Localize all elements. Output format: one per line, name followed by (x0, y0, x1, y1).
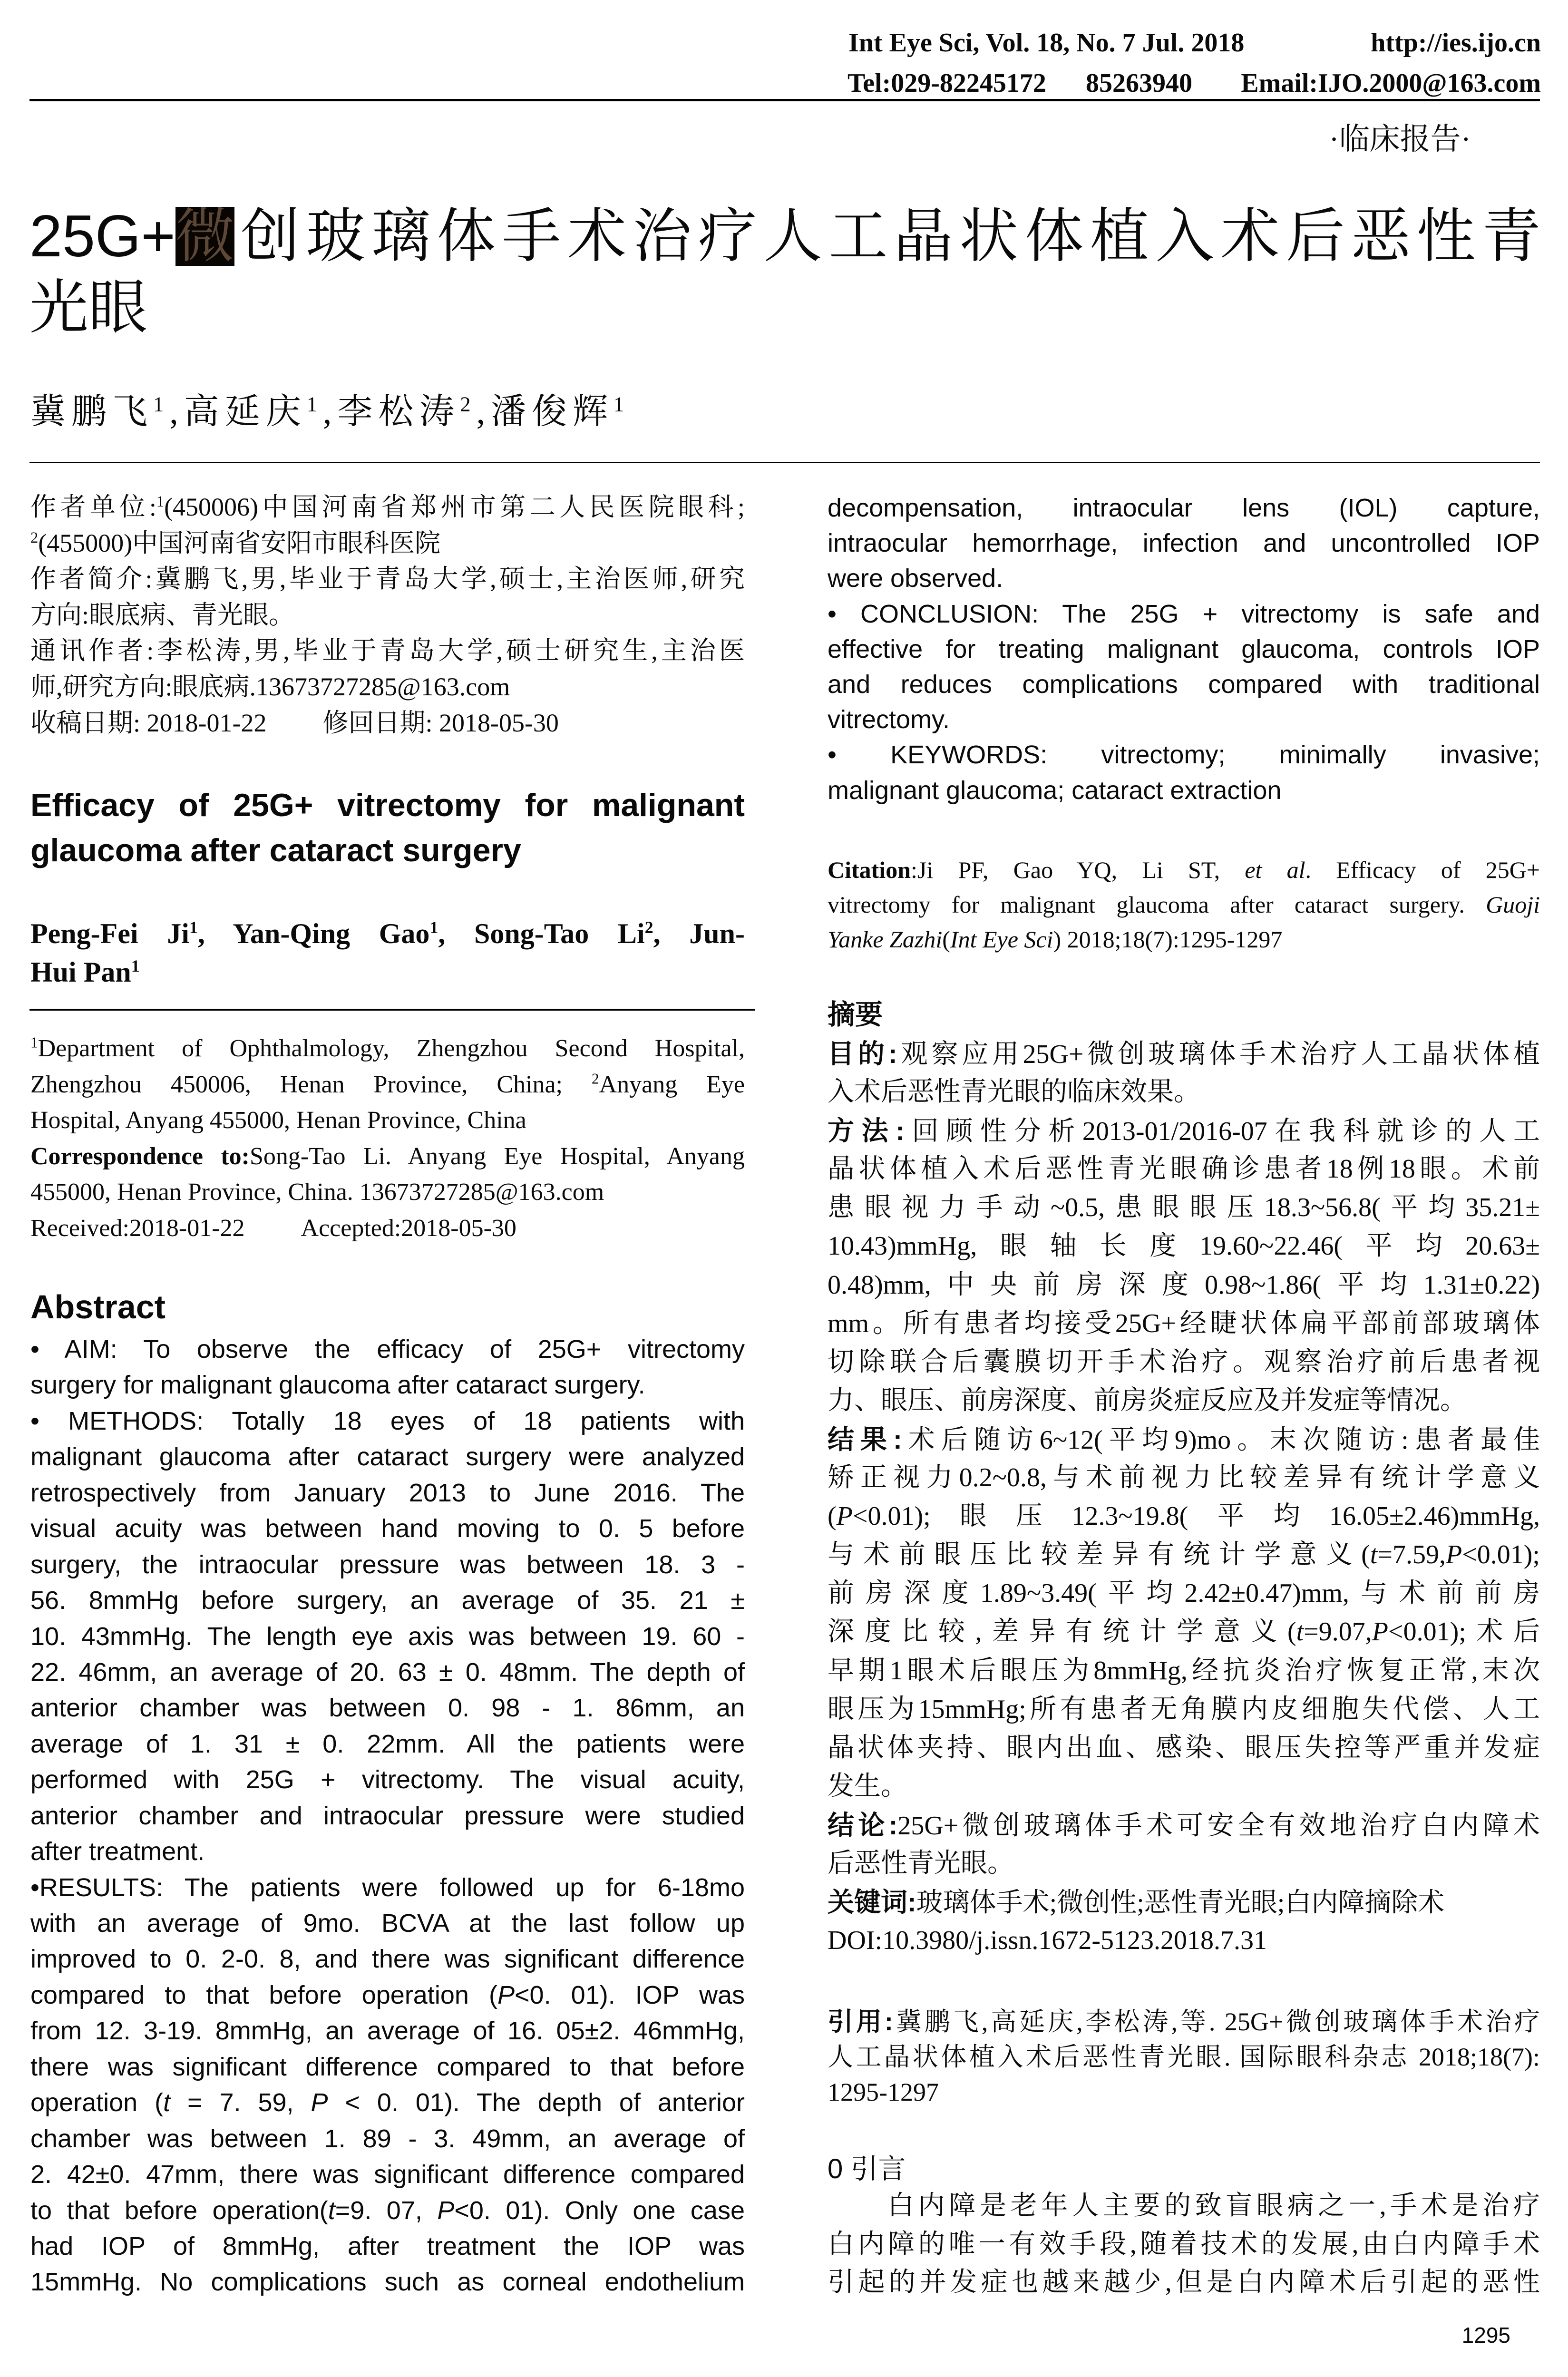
text-run: 1295-1297 (828, 2078, 939, 2106)
text-run: were observed. (828, 564, 1003, 593)
text-line (30, 2193, 745, 2229)
text-run: 2. 42±0. 47mm, there was significant difference compared (30, 2160, 745, 2189)
text-run: 作者单位: (30, 493, 156, 521)
text-run: and reduces complications compared with traditional (828, 670, 1540, 699)
italic-text: et al (1245, 857, 1305, 883)
journal-phone: Tel:029-82245172 (847, 68, 1046, 98)
text-run: malignant glaucoma after cataract surgery were analyzed (30, 1442, 745, 1471)
italic-text: P (311, 2088, 328, 2117)
text-run: after treatment. (30, 1837, 205, 1866)
text-run: =7.59, (1377, 1540, 1446, 1570)
text-line (30, 1834, 745, 1870)
text-run: intraocular hemorrhage, infection and uncontrolled IOP (828, 529, 1540, 558)
text-run: Zhengzhou 450006, Henan Province, China; (30, 1071, 592, 1098)
text-line (30, 1655, 745, 1690)
text-line (30, 669, 745, 705)
text-line (30, 783, 745, 828)
text-line (828, 702, 1540, 737)
text-run: glaucoma after cataract surgery (30, 832, 521, 868)
italic-text: P (1372, 1617, 1388, 1647)
text-line (828, 1343, 1540, 1382)
title-divider-rule (29, 462, 1540, 463)
text-run: ,潘俊辉 (476, 392, 614, 431)
text-run: (450006)中国河南省郑州市第二人民医院眼科; (164, 493, 745, 521)
text-line (828, 1150, 1540, 1188)
text-line (828, 1266, 1540, 1305)
text-run: Received:2018-01-22 (30, 1214, 245, 1242)
text-run: . Efficacy of 25G+ (1305, 857, 1540, 883)
text-line (30, 2264, 745, 2300)
abstract-cn-heading: 摘要 (828, 999, 883, 1030)
text-line (30, 1619, 745, 1655)
authors-cn (30, 388, 744, 436)
text-line (30, 1367, 745, 1403)
text-line (828, 632, 1540, 667)
abstract-heading: Abstract (30, 1288, 166, 1325)
text-run: 方向:眼底病、青光眼。 (30, 600, 295, 629)
author-info-cn (30, 489, 745, 741)
text-line (828, 526, 1540, 561)
text-line (30, 1102, 745, 1139)
text-line (30, 1798, 745, 1834)
text-run: 回顾性分析2013-01/2016-07在我科就诊的人工 (904, 1117, 1540, 1147)
text-line (828, 2263, 1540, 2302)
text-line (30, 1941, 745, 1977)
text-run: 10. 43mmHg. The length eye axis was between 19. 60 - (30, 1622, 745, 1651)
text-run: DOI:10.3980/j.issn.1672-5123.2018.7.31 (828, 1926, 1267, 1956)
superscript: 2 (460, 392, 477, 416)
italic-text: P (497, 1980, 515, 2009)
text-run: retrospectively from January 2013 to June 2016. The (30, 1478, 745, 1507)
superscript: 1 (131, 956, 140, 975)
text-run: • KEYWORDS: vitrectomy; minimally invasive; (828, 740, 1540, 770)
text-run: 10.43)mmHg,眼轴长度19.60~22.46(平均20.63± (828, 1231, 1540, 1261)
text-line (828, 2187, 1540, 2225)
text-run: • AIM: To observe the efficacy of 25G+ vitrectomy (30, 1335, 745, 1364)
text-line (30, 1332, 745, 1367)
text-run: 术后随访6~12(平均9)mo。末次随访:患者最佳 (902, 1425, 1540, 1455)
text-run: ( (828, 1501, 837, 1531)
text-line (30, 1439, 745, 1475)
text-run: ) 2018;18(7):1295-1297 (1053, 926, 1283, 953)
bold-label: 目的: (828, 1039, 897, 1069)
superscript: 1 (614, 392, 630, 416)
text-run: 作者简介:冀鹏飞,男,毕业于青岛大学,硕士,主治医师,研究 (30, 565, 745, 594)
text-line (29, 272, 1541, 343)
bold-label: 方法: (828, 1116, 905, 1146)
text-run: :Ji PF, Gao YQ, Li ST, (911, 857, 1245, 883)
text-run: from 12. 3-19. 8mmHg, an average of 16. 05±2. 46mmHg, (30, 2017, 745, 2046)
italic-text: t (1370, 1540, 1378, 1570)
text-run: 师,研究方向:眼底病.13673727285@163.com (30, 672, 510, 701)
text-run: malignant glaucoma; cataract extraction (828, 776, 1282, 805)
superscript: 2 (30, 529, 39, 546)
text-line (828, 1729, 1540, 1767)
italic-text: t (1296, 1617, 1304, 1647)
text-run: 收稿日期: 2018-01-22 (30, 708, 267, 737)
text-line (30, 526, 745, 562)
text-line (828, 2004, 1540, 2039)
text-run: 光眼 (29, 275, 148, 341)
superscript: 1 (189, 918, 198, 937)
text-run: • METHODS: Totally 18 eyes of 18 patients with (30, 1406, 745, 1435)
text-run: 56. 8mmHg before surgery, an average of 35. 21 ± (30, 1586, 745, 1615)
superscript: 1 (153, 392, 170, 416)
text-line (30, 1870, 745, 1906)
text-run: 晶状体夹持、眼内出血、感染、眼压失控等严重并发症 (828, 1733, 1540, 1763)
text-run: ,李松涛 (322, 392, 460, 431)
text-line (828, 596, 1540, 632)
text-run: chamber was between 1. 89 - 3. 49mm, an average of (30, 2124, 745, 2153)
journal-phone-secondary: 85263940 (1086, 68, 1192, 98)
text-line (828, 1574, 1540, 1613)
text-run: 25G+ (29, 204, 175, 269)
introduction-heading: 0 引言 (828, 2153, 906, 2184)
text-run: vitrectomy for malignant glaucoma after cataract surgery. (828, 891, 1486, 918)
text-line (828, 1188, 1540, 1227)
text-line (828, 1883, 1540, 1921)
text-run: 眼压为15mmHg;所有患者无角膜内皮细胞失代偿、人工 (828, 1694, 1540, 1724)
text-line (828, 1921, 1540, 1960)
text-line (828, 1227, 1540, 1266)
text-run: to that before operation( (30, 2196, 328, 2225)
abstract-en-continued (828, 490, 1540, 808)
bold-label: Correspondence to: (30, 1142, 250, 1170)
text-run: 与术前眼压比较差异有统计学意义( (828, 1540, 1370, 1570)
citation-cn (828, 2004, 1540, 2110)
section-label: ·临床报告· (1329, 122, 1471, 156)
text-run: effective for treating malignant glaucoma, controls IOP (828, 634, 1540, 663)
text-line (30, 1067, 745, 1103)
text-line (828, 490, 1540, 526)
text-line (30, 2229, 745, 2264)
text-line (828, 667, 1540, 702)
text-line (30, 1031, 745, 1067)
text-line (30, 2013, 745, 2049)
superscript: 1 (306, 392, 323, 416)
text-line (828, 1806, 1540, 1844)
text-run: •RESULTS: The patients were followed up for 6-18mo (30, 1873, 745, 1902)
text-line (828, 2225, 1540, 2264)
text-line (828, 1382, 1540, 1420)
text-run: with an average of 9mo. BCVA at the last follow up (30, 1909, 745, 1938)
text-run: =9. 07, (335, 2196, 438, 2225)
italic-text: Int Eye Sci (950, 926, 1053, 953)
text-run: 观察应用25G+微创玻璃体手术治疗人工晶状体植 (897, 1040, 1540, 1069)
text-run: Song-Tao Li. Anyang Eye Hospital, Anyang (250, 1142, 745, 1170)
text-run: 患眼视力手动~0.5,患眼眼压18.3~56.8(平均35.21± (828, 1193, 1540, 1223)
superscript: 2 (591, 1070, 599, 1087)
italic-text: P (437, 2196, 455, 2225)
abstract-cn-body (828, 1034, 1540, 1960)
text-line (30, 1583, 745, 1618)
text-line (828, 922, 1540, 957)
text-run: surgery, the intraocular pressure was between 18. 3 - (30, 1550, 745, 1579)
text-run: Department of Ophthalmology, Zhengzhou Second Hospital, (38, 1035, 745, 1062)
text-line (30, 633, 745, 669)
text-line (30, 1547, 745, 1583)
text-run: anterior chamber and intraocular pressure were studied (30, 1801, 745, 1830)
article-title-en (30, 783, 745, 873)
page-number: 1295 (1461, 2323, 1510, 2348)
text-line (30, 1210, 745, 1247)
bold-label: 结论: (828, 1810, 898, 1840)
bold-label: 引用: (828, 2007, 893, 2036)
text-line (828, 1690, 1540, 1729)
text-line (828, 1459, 1540, 1497)
text-run: < 0. 01). The depth of anterior (328, 2088, 745, 2117)
text-run: • CONCLUSION: The 25G + vitrectomy is safe and (828, 599, 1540, 628)
text-line (30, 705, 745, 741)
highlighted-char: 微 (175, 204, 234, 269)
text-line (828, 1305, 1540, 1343)
text-line (30, 597, 745, 633)
text-run: 引起的并发症也越来越少,但是白内障术后引起的恶性 (828, 2268, 1540, 2297)
text-run: 力、眼压、前房深度、前房炎症反应及并发症等情况。 (828, 1385, 1467, 1415)
text-line (30, 828, 745, 873)
text-line (30, 2121, 745, 2157)
text-run: mm。所有患者均接受25G+经睫状体扁平部前部玻璃体 (828, 1308, 1540, 1338)
text-line (30, 1906, 745, 1941)
text-run: ( (942, 926, 950, 953)
text-line (30, 1174, 745, 1210)
text-run: 创玻璃体手术治疗人工晶状体植入术后恶性青 (234, 204, 1541, 269)
italic-text: t (328, 2196, 335, 2225)
text-line (828, 1613, 1540, 1651)
italic-text: Guoji (1486, 891, 1540, 918)
text-line (30, 489, 745, 526)
text-run: Hui Pan (30, 956, 131, 988)
superscript: 1 (30, 1034, 38, 1051)
text-run: vitrectomy. (828, 705, 950, 734)
text-run: <0.01);眼压12.3~19.8(平均16.05±2.46)mmHg, (852, 1501, 1540, 1531)
italic-text: Yanke Zazhi (828, 926, 943, 953)
bold-label: 结果: (828, 1424, 902, 1454)
text-run: 白内障的唯一有效手段,随着技术的发展,由白内障手术 (828, 2229, 1540, 2259)
header-rule (29, 99, 1540, 101)
text-run: ,高延庆 (169, 392, 307, 431)
text-line (828, 1111, 1540, 1150)
italic-text: t (163, 2088, 171, 2117)
text-run: 入术后恶性青光眼的临床效果。 (828, 1077, 1200, 1107)
text-line (30, 1690, 745, 1726)
text-run: Hospital, Anyang 455000, Henan Province, China (30, 1107, 526, 1134)
text-run: compared to that before operation ( (30, 1980, 497, 2009)
text-run: 15mmHg. No complications such as corneal endothelium (30, 2268, 745, 2297)
text-run: 晶状体植入术后恶性青光眼确诊患者18例18眼。术前 (828, 1154, 1540, 1184)
text-line (29, 201, 1541, 272)
text-run: operation ( (30, 2088, 164, 2117)
text-run: 玻璃体手术;微创性;恶性青光眼;白内障摘除术 (916, 1888, 1445, 1918)
text-line (828, 1536, 1540, 1574)
italic-text: P (1445, 1540, 1462, 1570)
text-run: 冀鹏飞 (30, 392, 153, 431)
text-line (828, 1034, 1540, 1073)
text-line (828, 1767, 1540, 1806)
affiliation-divider-rule (29, 1009, 755, 1011)
text-run: 白内障是老年人主要的致盲眼病之一,手术是治疗 (887, 2191, 1540, 2221)
text-run: =9.07, (1304, 1617, 1372, 1647)
text-run: 修回日期: 2018-05-30 (322, 708, 559, 737)
bold-label: Citation (828, 857, 911, 883)
superscript: 2 (644, 918, 653, 937)
text-line (828, 1652, 1540, 1690)
italic-text: P (836, 1501, 853, 1531)
text-run: <0. 01). IOP was (515, 1980, 745, 2009)
text-run: 前房深度1.89~3.49(平均2.42±0.47)mm,与术前前房 (828, 1578, 1540, 1608)
text-run: 切除联合后囊膜切开手术治疗。观察治疗前后患者视 (828, 1347, 1540, 1377)
text-run: = 7. 59, (170, 2088, 311, 2117)
text-line (30, 2049, 745, 2085)
text-line (30, 953, 745, 992)
text-run: <0.01);术后 (1388, 1617, 1540, 1647)
text-run: decompensation, intraocular lens (IOL) capture, (828, 494, 1540, 522)
text-run: 深度比较,差异有统计学意义( (828, 1617, 1296, 1647)
article-title-cn (29, 201, 1541, 343)
text-line (828, 737, 1540, 772)
text-line (30, 1475, 745, 1511)
text-run: Anyang Eye (599, 1071, 745, 1098)
text-run: average of 1. 31 ± 0. 22mm. All the patients were (30, 1729, 745, 1758)
text-line (828, 2075, 1540, 2110)
text-run: there was significant difference compared to that before (30, 2052, 745, 2081)
superscript: 1 (156, 493, 165, 510)
text-run: 矫正视力0.2~0.8,与术前视力比较差异有统计学意义 (828, 1463, 1540, 1493)
text-run: (455000)中国河南省安阳市眼科医院 (38, 528, 441, 557)
abstract-en-body (30, 1332, 745, 2300)
text-line (30, 388, 744, 436)
text-run: 人工晶状体植入术后恶性青光眼. 国际眼科杂志 2018;18(7): (828, 2043, 1540, 2071)
text-run: , Song-Tao Li (438, 918, 645, 949)
text-run: 后恶性青光眼。 (828, 1848, 1014, 1878)
text-run: , Jun- (653, 918, 745, 949)
text-run: , Yan-Qing Gao (197, 918, 430, 949)
text-run: visual acuity was between hand moving to 0. 5 before (30, 1514, 745, 1543)
text-line (30, 561, 745, 597)
text-run: 22. 46mm, an average of 20. 63 ± 0. 48mm. The depth of (30, 1657, 745, 1686)
text-line (828, 1073, 1540, 1111)
journal-url: http://ies.ijo.cn (1371, 28, 1541, 58)
text-line (30, 1403, 745, 1439)
text-run: Efficacy of 25G+ vitrectomy for malignant (30, 787, 745, 823)
text-line (30, 1978, 745, 2013)
text-run: 发生。 (828, 1771, 907, 1801)
text-line (30, 1762, 745, 1798)
text-run: 通讯作者:李松涛,男,毕业于青岛大学,硕士研究生,主治医 (30, 636, 745, 665)
text-line (828, 887, 1540, 922)
text-run: performed with 25G + vitrectomy. The visual acuity, (30, 1765, 745, 1794)
text-run: 455000, Henan Province, China. 13673727285@163.com (30, 1179, 604, 1206)
text-run: 早期1眼术后眼压为8mmHg,经抗炎治疗恢复正常,末次 (828, 1656, 1540, 1685)
text-line (828, 561, 1540, 596)
citation-en (828, 853, 1540, 957)
authors-en (30, 915, 745, 992)
text-run: Peng-Fei Ji (30, 918, 189, 949)
introduction-text (828, 2187, 1540, 2302)
text-run: surgery for malignant glaucoma after cataract surgery. (30, 1371, 645, 1400)
text-run: 冀鹏飞,高延庆,李松涛,等. 25G+微创玻璃体手术治疗 (893, 2007, 1540, 2036)
text-run: anterior chamber was between 0. 98 - 1. 86mm, an (30, 1694, 745, 1723)
text-line (828, 853, 1540, 887)
text-line (30, 2157, 745, 2192)
text-line (828, 1420, 1540, 1459)
text-run: <0. 01). Only one case (454, 2196, 745, 2225)
bold-label: 关键词: (828, 1887, 916, 1918)
text-line (30, 1726, 745, 1762)
text-line (30, 1139, 745, 1175)
journal-issue-header: Int Eye Sci, Vol. 18, No. 7 Jul. 2018 (848, 28, 1245, 58)
text-line (828, 2039, 1540, 2075)
text-line (30, 1511, 745, 1547)
text-line (828, 1844, 1540, 1883)
text-run: <0.01); (1462, 1540, 1540, 1570)
text-line (828, 1497, 1540, 1536)
text-run: had IOP of 8mmHg, after treatment the IOP was (30, 2231, 745, 2260)
text-run: improved to 0. 2-0. 8, and there was significant difference (30, 1945, 745, 1974)
text-run: Accepted:2018-05-30 (301, 1214, 516, 1242)
text-line (30, 2085, 745, 2121)
superscript: 1 (429, 918, 438, 937)
text-line (30, 915, 745, 953)
text-run: 0.48)mm,中央前房深度0.98~1.86(平均1.31±0.22) (828, 1270, 1540, 1300)
journal-email: Email:IJO.2000@163.com (1241, 68, 1541, 98)
text-run: 25G+微创玻璃体手术可安全有效地治疗白内障术 (897, 1811, 1540, 1841)
affiliations-en (30, 1031, 745, 1247)
text-line (828, 773, 1540, 808)
